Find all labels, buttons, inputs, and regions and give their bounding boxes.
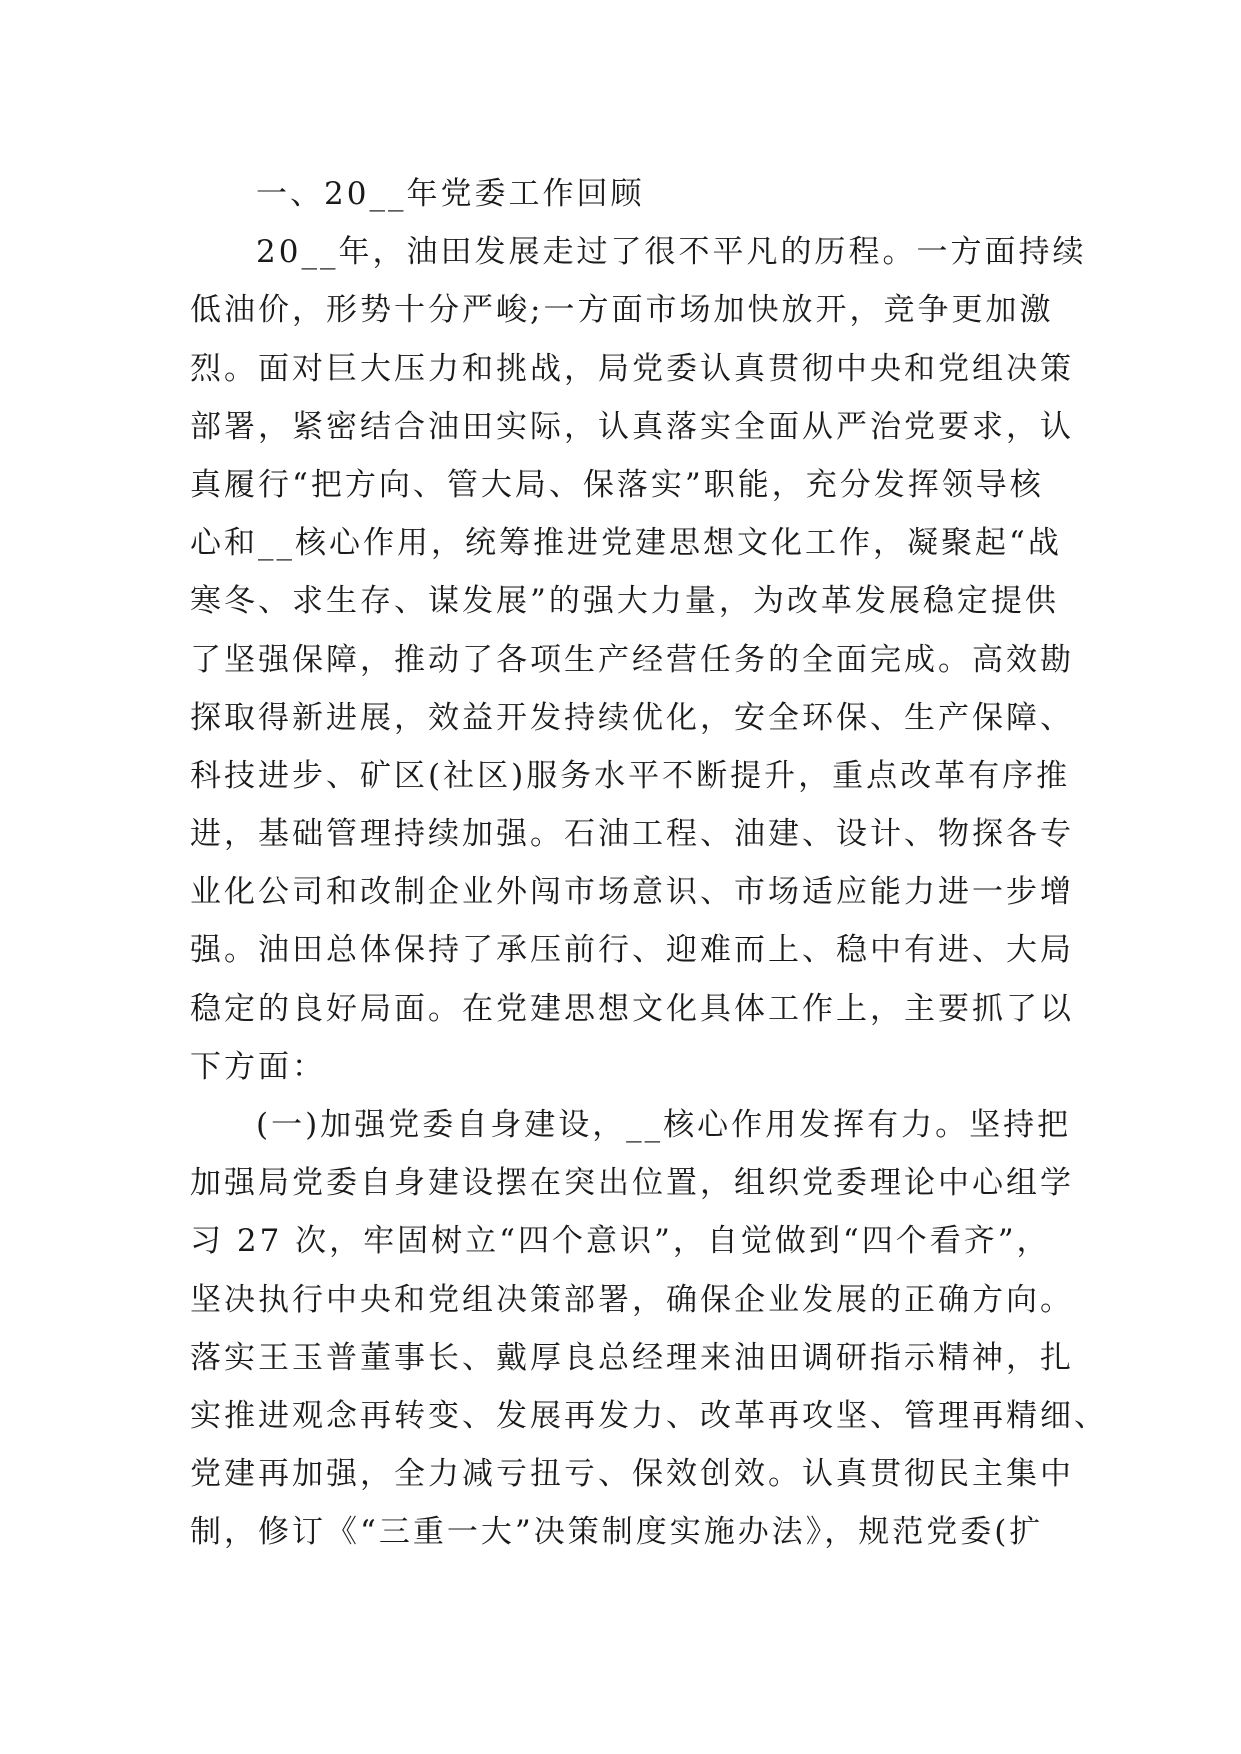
paragraph-line: 烈。面对巨大压力和挑战，局党委认真贯彻中央和党组决策 [190, 350, 1074, 387]
paragraph-line: 心和__核心作用，统筹推进党建思想文化工作，凝聚起“战 [190, 525, 1062, 562]
paragraph-line: 了坚强保障，推动了各项生产经营任务的全面完成。高效勘 [190, 641, 1074, 678]
paragraph-line: 坚决执行中央和党组决策部署，确保企业发展的正确方向。 [190, 1281, 1074, 1318]
paragraph-line: (一)加强党委自身建设，__核心作用发挥有力。坚持把 [256, 1107, 1072, 1143]
section-heading: 一、20__年党委工作回顾 [256, 176, 645, 212]
paragraph-line: 加强局党委自身建设摆在突出位置，组织党委理论中心组学 [190, 1165, 1074, 1202]
paragraph-line: 寒冬、求生存、谋发展”的强大力量，为改革发展稳定提供 [190, 583, 1059, 620]
paragraph-line: 部署，紧密结合油田实际，认真落实全面从严治党要求，认 [190, 408, 1074, 445]
paragraph-line: 下方面： [190, 1048, 326, 1085]
paragraph-line: 党建再加强，全力减亏扭亏、保效创效。认真贯彻民主集中 [190, 1456, 1074, 1493]
paragraph-line: 制，修订《“三重一大”决策制度实施办法》，规范党委(扩 [190, 1514, 1044, 1551]
paragraph-party-building [190, 1096, 1108, 1562]
paragraph-line: 科技进步、矿区(社区)服务水平不断提升，重点改革有序推 [190, 757, 1071, 794]
paragraph-line: 习 27 次，牢固树立“四个意识”，自觉做到“四个看齐”， [190, 1223, 1051, 1260]
paragraph-review [190, 223, 1087, 1096]
paragraph-line: 落实王玉普董事长、戴厚良总经理来油田调研指示精神，扎 [190, 1339, 1074, 1376]
paragraph-line: 低油价，形势十分严峻;一方面市场加快放开，竞争更加激 [190, 292, 1054, 329]
paragraph-line: 稳定的良好局面。在党建思想文化具体工作上，主要抓了以 [190, 990, 1074, 1027]
paragraph-line: 探取得新进展，效益开发持续优化，安全环保、生产保障、 [190, 699, 1074, 736]
paragraph-line: 真履行“把方向、管大局、保落实”职能，充分发挥领导核 [190, 466, 1044, 503]
paragraph-line: 实推进观念再转变、发展再发力、改革再攻坚、管理再精细、 [190, 1397, 1108, 1434]
document-body [190, 165, 1108, 1562]
paragraph-line: 业化公司和改制企业外闯市场意识、市场适应能力进一步增 [190, 874, 1074, 911]
paragraph-line: 强。油田总体保持了承压前行、迎难而上、稳中有进、大局 [190, 932, 1074, 969]
paragraph-line: 进，基础管理持续加强。石油工程、油建、设计、物探各专 [190, 816, 1074, 853]
paragraph-line: 20__年，油田发展走过了很不平凡的历程。一方面持续 [256, 234, 1087, 271]
